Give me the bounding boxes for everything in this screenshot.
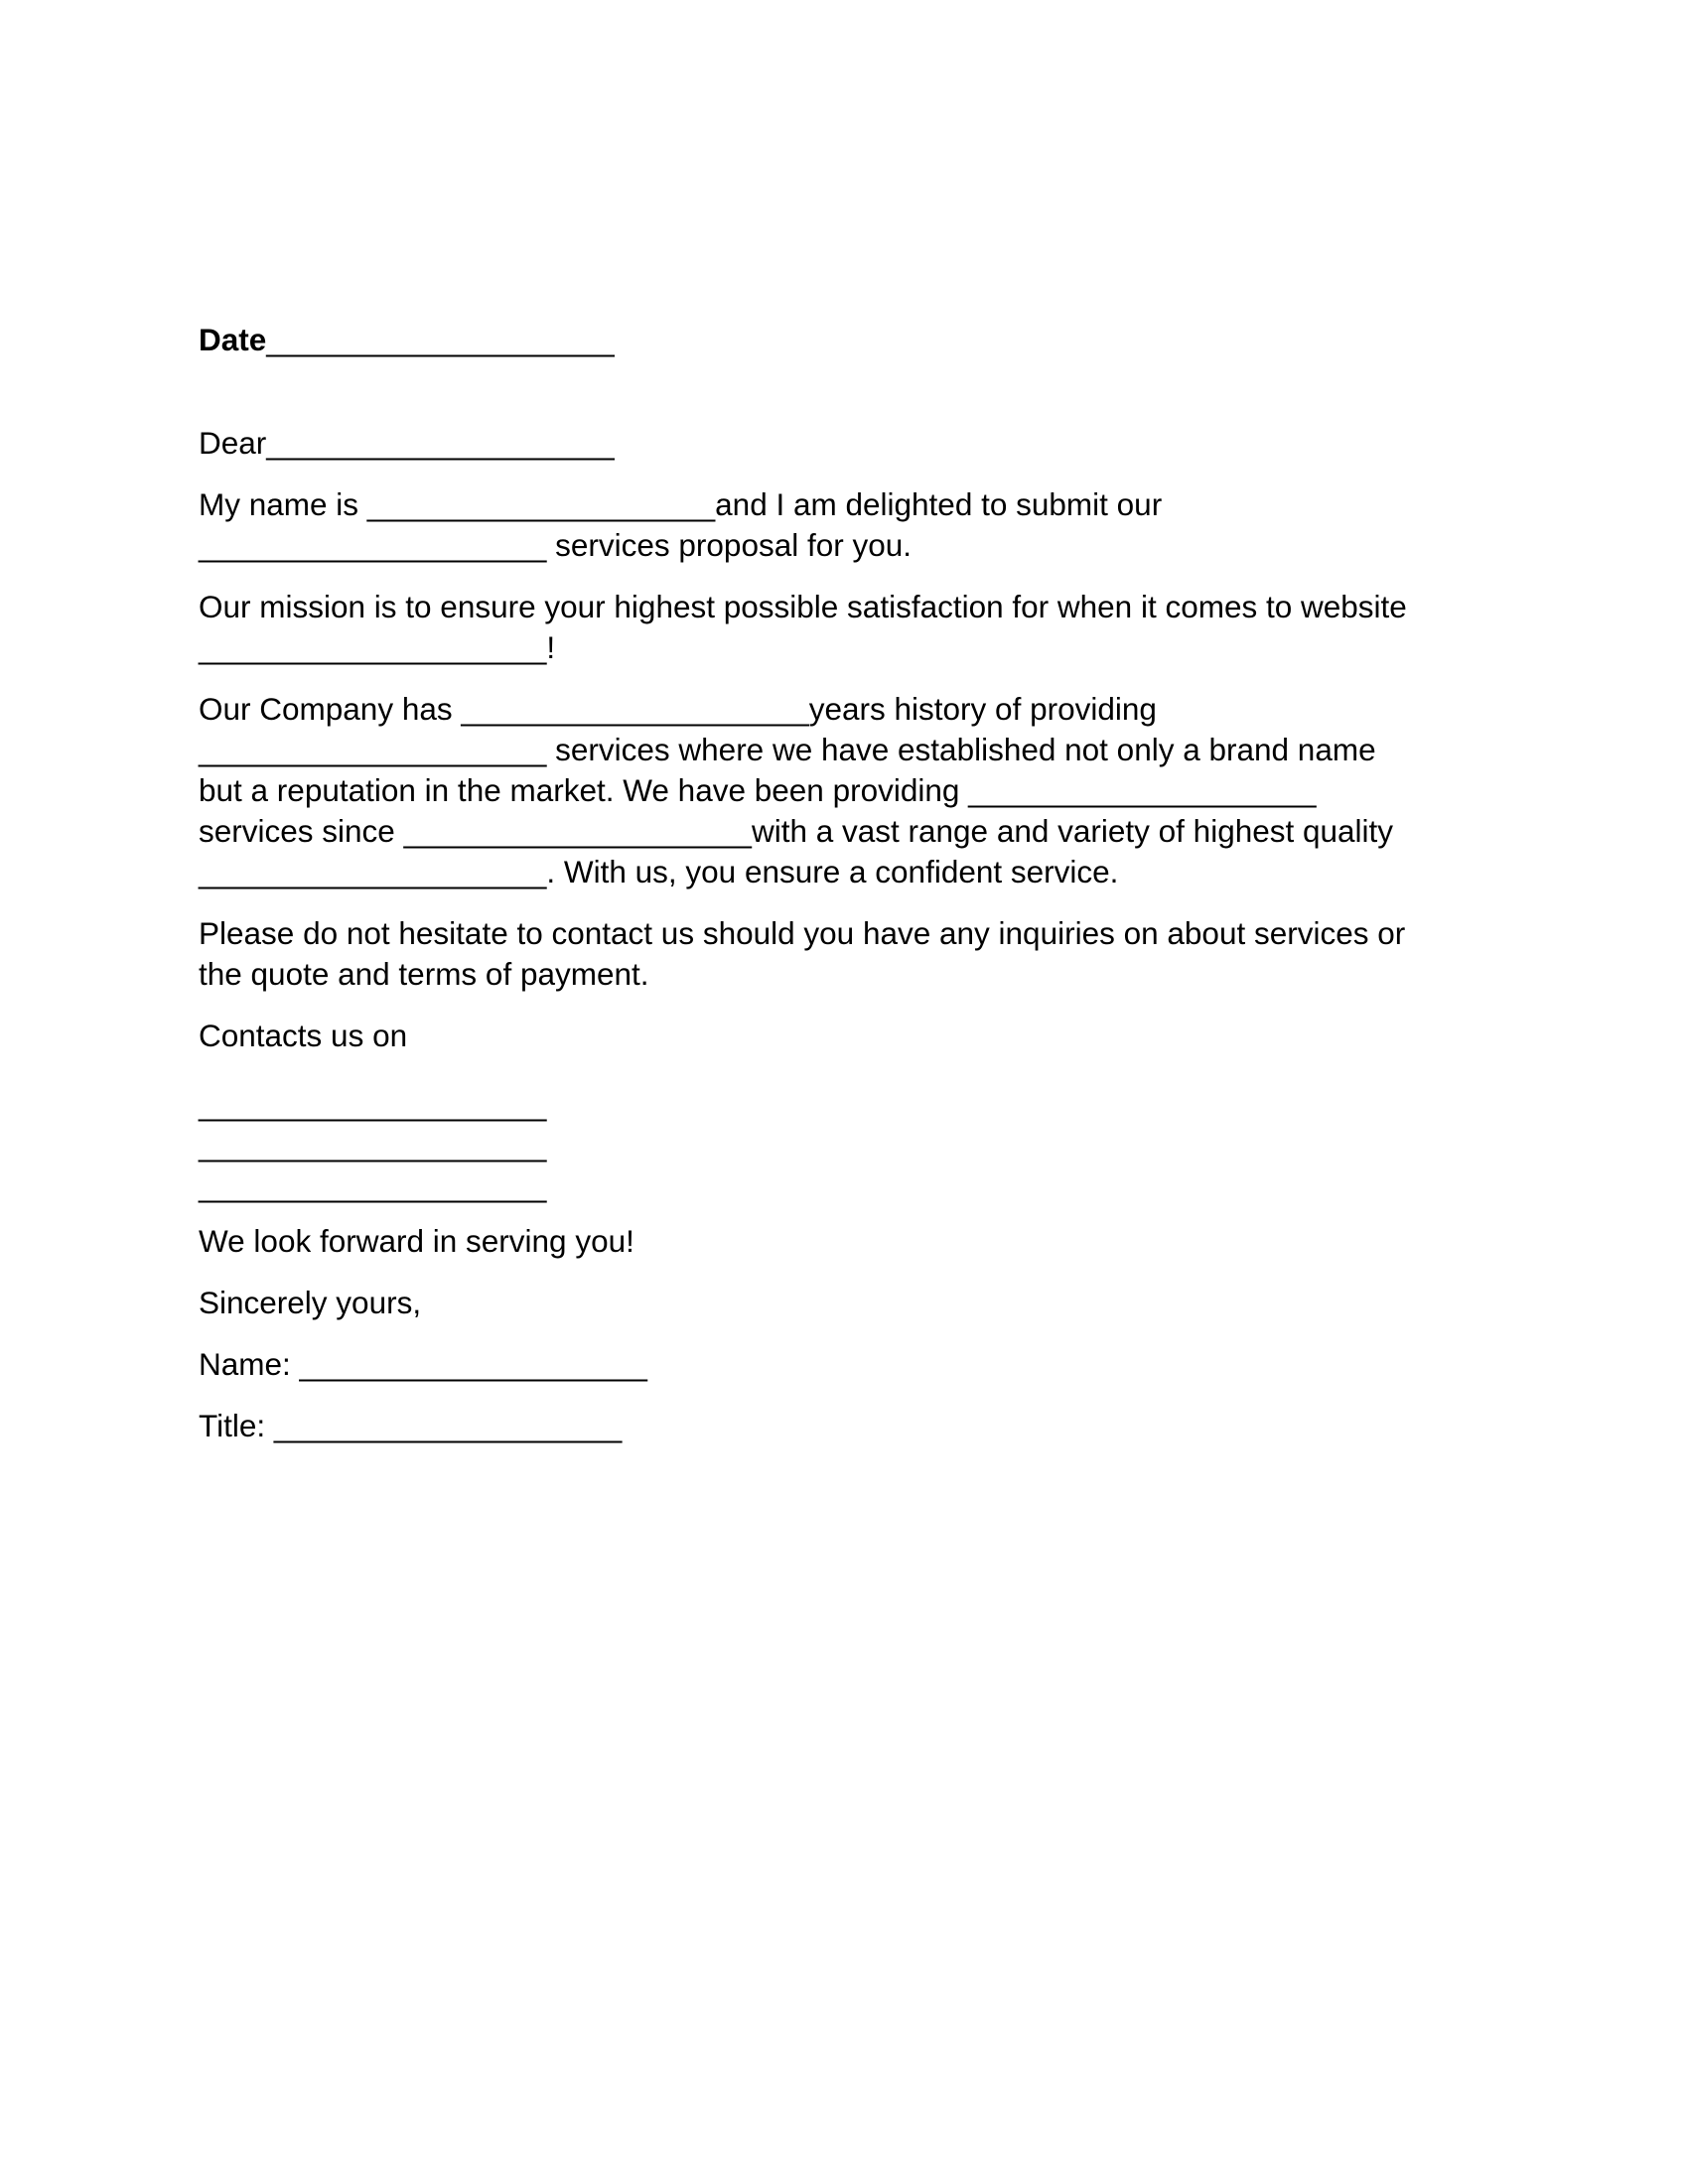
paragraph-line: ____________________! bbox=[199, 629, 556, 665]
name-field-line: Name: ____________________ bbox=[199, 1346, 647, 1382]
paragraph-line: Please do not hesitate to contact us should you have any inquiries on about services or bbox=[199, 915, 1406, 951]
contact-blank-line: ____________________ bbox=[199, 1127, 547, 1162]
paragraph-mission bbox=[199, 587, 1489, 668]
date-line bbox=[199, 320, 1489, 360]
paragraph-company-history bbox=[199, 689, 1489, 892]
title-field-line: Title: ____________________ bbox=[199, 1408, 623, 1443]
paragraph-line: ____________________. With us, you ensure a confident service. bbox=[199, 854, 1119, 889]
date-label: Date bbox=[199, 322, 267, 357]
contact-blank-line: ____________________ bbox=[199, 1167, 547, 1203]
closing-line: We look forward in serving you! bbox=[199, 1223, 634, 1259]
contacts-label: Contacts us on bbox=[199, 1018, 408, 1053]
paragraph-line: but a reputation in the market. We have been providing ____________________ bbox=[199, 772, 1317, 808]
paragraph-line: the quote and terms of payment. bbox=[199, 956, 649, 992]
contact-blanks bbox=[199, 1084, 1489, 1206]
paragraph-line: Our Company has ____________________years history of providing bbox=[199, 691, 1157, 727]
paragraph-line: My name is ____________________and I am delighted to submit our bbox=[199, 486, 1163, 522]
paragraph-line: Our mission is to ensure your highest possible satisfaction for when it comes to website bbox=[199, 589, 1407, 624]
paragraph-line: ____________________ services where we have established not only a brand name bbox=[199, 732, 1376, 767]
paragraph-introduction bbox=[199, 484, 1489, 566]
paragraph-contact-request bbox=[199, 913, 1489, 995]
contact-blank-line: ____________________ bbox=[199, 1086, 547, 1122]
salutation-line: Dear____________________ bbox=[199, 425, 615, 461]
letter-body bbox=[199, 320, 1489, 1446]
signoff-line: Sincerely yours, bbox=[199, 1285, 422, 1320]
paragraph-line: ____________________ services proposal for you. bbox=[199, 527, 913, 563]
date-blank: ____________________ bbox=[266, 322, 615, 357]
paragraph-line: services since ____________________with a vast range and variety of highest quality bbox=[199, 813, 1394, 849]
